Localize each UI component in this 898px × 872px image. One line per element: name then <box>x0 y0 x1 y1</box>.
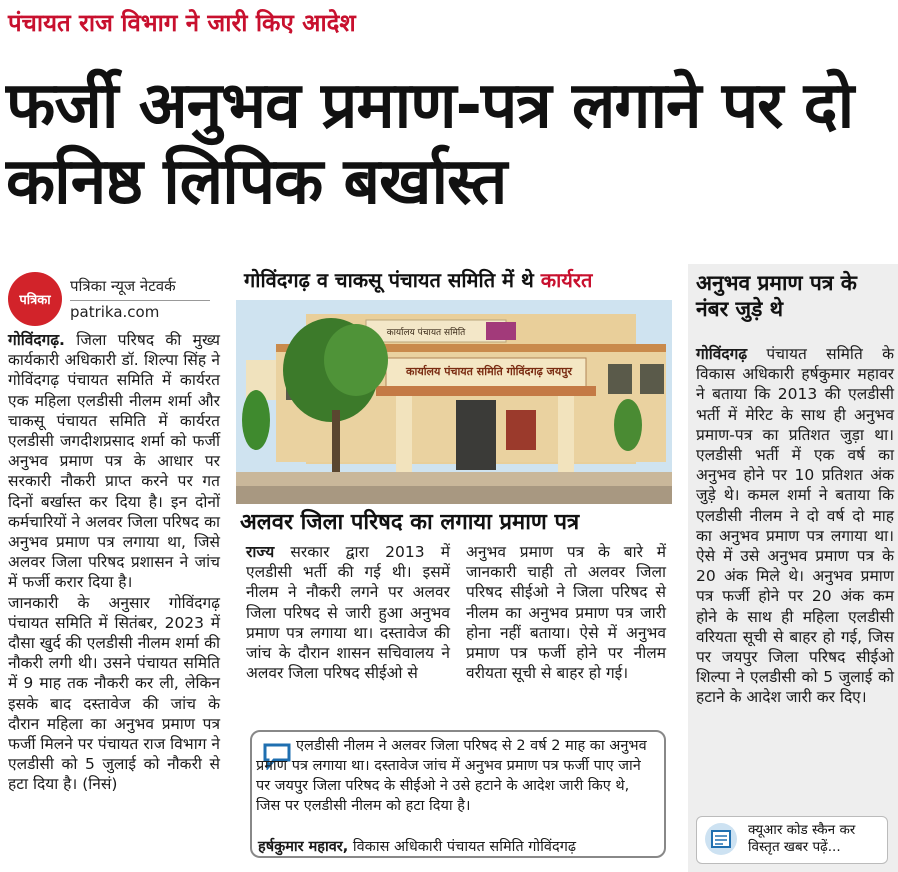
middle-col1-text: सरकार द्वारा 2013 में एलडीसी भर्ती की गई थी। इसमें नीलम ने नौकरी लगने पर अलवर जिला परिषद से जारी हुआ अनुभव प्रमाण पत्र लगाया था। दस्तावेज की जांच के दौरान शासन सचिवालय ने अलवर जिला परिषद सीईओ से <box>246 543 450 683</box>
photo-subhead <box>244 266 592 293</box>
lead-text: जिला परिषद की मुख्य कार्यकारी अधिकारी डॉ. शिल्पा सिंह ने गोविंदगढ़ पंचायत समिति में कार्यरत एक महिला एलडीसी नीलम शर्मा और चाकसू पंचायत समिति में कार्यरत एलडीसी जगदीशप्रसाद शर्मा को फर्जी अनुभव प्रमाण पत्र के आधार पर सरकारी नौकरी प्राप्त करने पर गत दिनों बर्खास्त कर दिया है। इन दोनों कर्मचारियों ने अलवर जिला परिषद का अनुभव प्रमाण पत्र लगाया था, जिसे अलवर जिला परिषद प्रशासन ने जांच में फर्जी करार दिया है। <box>8 331 220 592</box>
quote-text <box>256 736 654 816</box>
quote-signature <box>258 836 576 856</box>
building-photo <box>236 300 672 504</box>
patrika-logo <box>8 272 62 326</box>
qr-news-icon <box>704 822 738 856</box>
sidebar-title: अनुभव प्रमाण पत्र के नंबर जुड़े थे <box>696 271 857 321</box>
byline-site: patrika.com <box>70 300 210 321</box>
kicker: पंचायत राज विभाग ने जारी किए आदेश <box>8 9 356 37</box>
sidebar-dateline: गोविंदगढ़ <box>696 345 748 363</box>
byline-network: पत्रिका न्यूज नेटवर्क <box>70 277 176 295</box>
middle-col1-lead: राज्य <box>246 543 275 561</box>
qr-text: क्यूआर कोड स्कैन कर विस्तृत खबर पढ़ें... <box>748 822 856 855</box>
subhead-prefix: गोविंदगढ़ व चाकसू पंचायत समिति में थे <box>244 268 534 292</box>
quote-name: हर्षकुमार महावर, <box>258 839 349 855</box>
office-signboard: कार्यालय पंचायत समिति गोविंदगढ़ जयपुर <box>406 364 572 378</box>
quote-designation: विकास अधिकारी पंचायत समिति गोविंदगढ़ <box>352 839 577 855</box>
sidebar-text <box>696 344 894 708</box>
lead-text-2: जानकारी के अनुसार गोविंदगढ़ पंचायत समिति में सितंबर, 2023 में दौसा खुर्द की एलडीसी नीलम शर्मा की नौकरी लगी थी। उसने पंचायत समिति में 9 माह तक नौकरी कर ली, लेकिन इसके बाद दस्तावेज की जांच के दौरान महिला का अनुभव प्रमाण पत्र फर्जी मिलने पर पंचायत राज विभाग ने एलडीसी को 5 जुलाई को नौकरी से हटा दिया है। (निसं) <box>8 593 220 794</box>
logo-text: पत्रिका <box>19 293 51 308</box>
middle-column-1 <box>246 542 450 683</box>
subhead-red: कार्यरत <box>540 268 593 292</box>
middle-title: अलवर जिला परिषद का लगाया प्रमाण पत्र <box>240 510 580 535</box>
lead-column <box>8 330 220 795</box>
lead-dateline: गोविंदगढ़. <box>8 331 65 349</box>
middle-column-2: अनुभव प्रमाण पत्र के बारे में जानकारी चाही तो अलवर जिला परिषद सीईओ ने जिला परिषद से नीलम का अनुभव प्रमाण पत्र जारी होना नहीं बताया। ऐसे में अनुभव प्रमाण पत्र फर्जी होने पर नीलम वरीयता सूची से बाहर हो गई। <box>466 543 666 683</box>
office-signboard-small: कार्यालय पंचायत समिति <box>386 327 466 338</box>
quote-body: एलडीसी नीलम ने अलवर जिला परिषद से 2 वर्ष 2 माह का अनुभव प्रमाण पत्र लगाया था। दस्तावेज जांच में अनुभव प्रमाण पत्र फर्जी पाए जाने पर जयपुर जिला परिषद के सीईओ ने उसे हटाने के आदेश जारी किए थे, जिस पर एलडीसी नीलम को हटा दिया है। <box>256 738 647 814</box>
sidebar-body: पंचायत समिति के विकास अधिकारी हर्षकुमार महावर ने बताया कि 2013 की एलडीसी भर्ती में मेरिट के साथ ही अनुभव प्रमाण-पत्र का प्रतिशत जुड़ा था। एलडीसी भर्ती में एक वर्ष का अनुभव होने पर 10 प्रतिशत अंक जुड़े थे। कमल शर्मा ने बताया कि एलडीसी नीलम ने दो वर्ष दो माह का अनुभव प्रमाण पत्र लगाया था। ऐसे में उसे अनुभव प्रमाण पत्र के 20 अंक मिले थे। अनुभव प्रमाण पत्र फर्जी होने पर 20 अंक कम होने के साथ ही महिला एलडीसी वरियता सूची से बाहर हो गई, जिस पर जयपुर जिला परिषद सीईओ शिल्पा ने एलडीसी को 5 जुलाई को हटाने के आदेश जारी कर दिए। <box>696 345 894 707</box>
headline: फर्जी अनुभव प्रमाण-पत्र लगाने पर दो कनिष्ठ लिपिक बर्खास्त <box>6 69 854 219</box>
